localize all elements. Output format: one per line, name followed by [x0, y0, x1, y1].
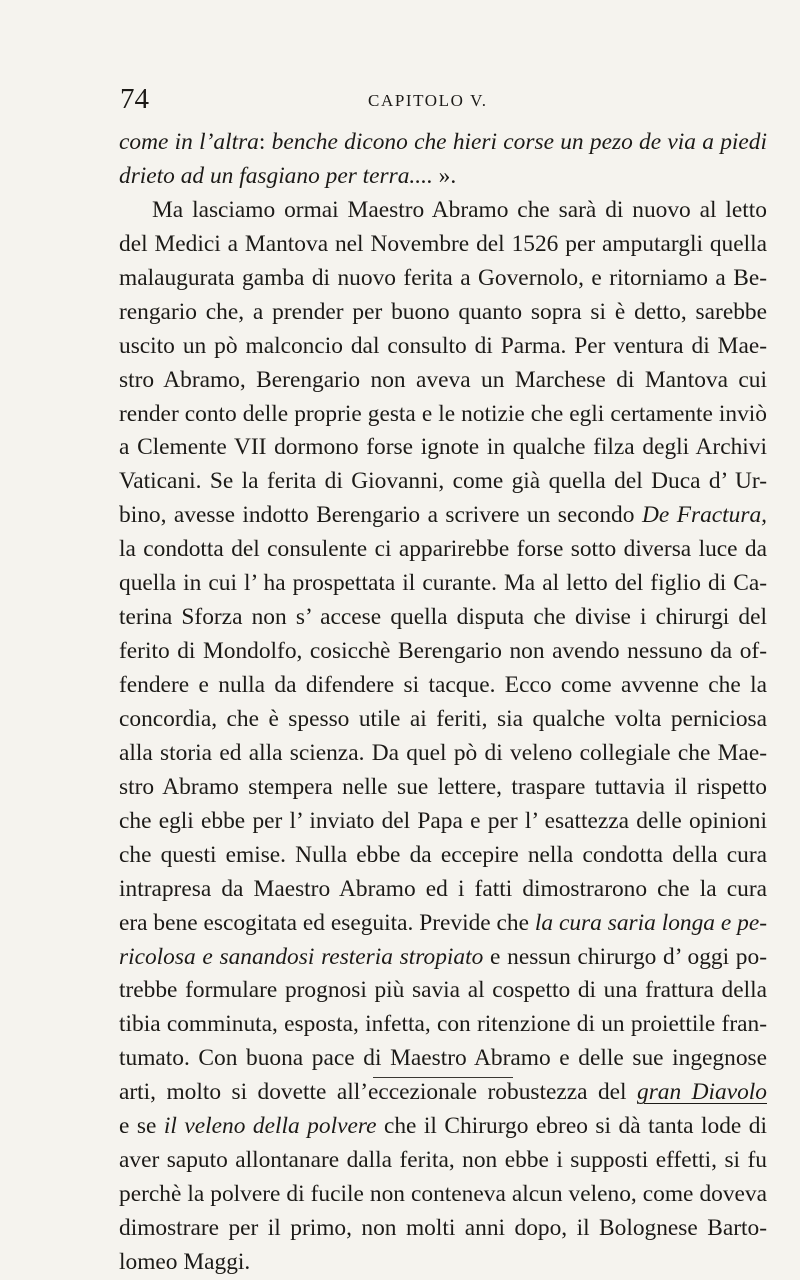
text-line [119, 364, 767, 398]
text-segment: che il Chirurgo ebreo si dà tanta lode di [376, 1113, 767, 1140]
text-segment: a Clemente VII dormono forse ignote in qualche filza degli Archivi [119, 434, 767, 461]
italic-text: ricolosa e sanandosi resteria stropiato [119, 943, 484, 970]
text-line [119, 1178, 767, 1212]
text-segment: intrapresa da Maestro Abramo ed i fatti dimostrarono che la cura [119, 875, 767, 902]
text-line [119, 839, 767, 873]
text-segment: e nessun chirurgo d’ oggi po- [483, 943, 767, 970]
text-line [119, 330, 767, 364]
page-header [120, 82, 766, 122]
text-line [119, 805, 767, 839]
text-segment: dimostrare per il primo, non molti anni dopo, il Bolognese Barto- [119, 1215, 767, 1241]
text-segment: che egli ebbe per l’ inviato del Papa e per l’ esattezza delle opinioni [119, 807, 767, 834]
text-segment: ». [432, 162, 457, 189]
italic-text: gran Diavolo [637, 1079, 767, 1106]
text-segment: tibia comminuta, esposta, infetta, con ritenzione di un proiettile fran- [119, 1011, 767, 1038]
text-segment: rengario che, a prender per buono quanto sopra si è detto, sarebbe [119, 298, 767, 325]
text-segment: stro Abramo stempera nelle sue lettere, traspare tuttavia il rispetto [119, 773, 767, 800]
page-number: 74 [120, 83, 149, 115]
text-segment: uscito un pò malconcio dal consulto di Parma. Per ventura di Mae- [119, 332, 767, 359]
text-line [119, 635, 767, 669]
text-line [119, 601, 767, 635]
text-segment: aver saputo allontanare dalla ferita, non ebbe i supposti effetti, si fu [119, 1147, 767, 1174]
text-line [119, 296, 767, 330]
text-line [119, 737, 767, 771]
text-segment: render conto delle proprie gesta e le notizie che egli certamente inviò [119, 400, 767, 427]
text-line [119, 1042, 767, 1076]
text-line [119, 1144, 767, 1178]
text-segment: la condotta del consulente ci apparirebbe forse sotto diversa luce da [119, 536, 767, 563]
italic-text: la cura saria longa e pe- [534, 909, 767, 936]
text-line [119, 1076, 767, 1110]
text-line [119, 533, 767, 567]
text-line [119, 194, 767, 228]
text-segment: lomeo Maggi. [119, 1248, 251, 1275]
text-line [119, 499, 767, 533]
text-segment: tumato. Con buona pace di Maestro Abramo e delle sue ingegnose [119, 1045, 767, 1072]
text-line [119, 907, 767, 941]
text-line [119, 669, 767, 703]
text-line [119, 431, 767, 465]
text-line [119, 160, 767, 194]
text-segment: terina Sforza non s’ accese quella disputa che divise i chirurgi del [119, 604, 767, 631]
text-segment: bino, avesse indotto Berengario a scrivere un secondo [119, 502, 642, 529]
text-segment: fendere e nulla da difendere si tacque. Ecco come avvenne che la [119, 672, 767, 698]
text-segment: ferito di Mondolfo, cosicchè Berengario non avendo nessuno da of- [119, 638, 767, 665]
text-line [119, 974, 767, 1008]
body-text [119, 126, 767, 1280]
text-line [119, 771, 767, 805]
text-line [119, 1110, 767, 1144]
text-line [119, 262, 767, 296]
text-segment: alla storia ed alla scienza. Da quel pò di veleno collegiale che Mae- [119, 739, 767, 766]
text-line [119, 703, 767, 737]
text-line [119, 1212, 767, 1246]
text-line [119, 873, 767, 907]
text-line [119, 465, 767, 499]
text-segment: concordia, che è spesso utile ai feriti, sia qualche volta perniciosa [119, 705, 767, 732]
text-line [119, 1008, 767, 1042]
text-segment: trebbe formulare prognosi più savia al cospetto di una frattura della [119, 977, 767, 1004]
text-line [119, 228, 767, 262]
text-segment: del Medici a Mantova nel Novembre del 1526 per amputargli quella [119, 230, 767, 257]
italic-text: benche dicono che hieri corse un pezo de via a piedi [271, 129, 767, 155]
text-segment: perchè la polvere di fucile non conteneva alcun veleno, come doveva [119, 1181, 767, 1208]
italic-text: come in l’altra [119, 129, 259, 155]
text-segment: Ma lasciamo ormai Maestro Abramo che sarà di nuovo al letto [152, 196, 767, 223]
text-line [119, 126, 767, 160]
text-segment: arti, molto si dovette all’eccezionale robustezza del [119, 1079, 637, 1106]
text-line [119, 1246, 767, 1280]
text-line [119, 941, 767, 975]
text-segment: : [258, 129, 272, 155]
text-segment: era bene escogitata ed eseguita. Previde che [119, 909, 535, 936]
text-line [119, 567, 767, 601]
running-head: CAPITOLO V. [368, 91, 488, 110]
text-segment: stro Abramo, Berengario non aveva un Marchese di Mantova cui [119, 366, 767, 393]
italic-text: il veleno della polvere [163, 1113, 377, 1140]
text-segment: Vaticani. Se la ferita di Giovanni, come già quella del Duca d’ Ur- [119, 468, 767, 495]
text-segment: che questi emise. Nulla ebbe da eccepire nella condotta della cura [119, 841, 767, 868]
italic-text: De Fractura, [641, 502, 767, 529]
italic-text: drieto ad un fasgiano per terra.... [119, 162, 433, 189]
text-line [119, 398, 767, 432]
text-segment: e se [119, 1113, 164, 1140]
text-segment: quella in cui l’ ha prospettata il curante. Ma al letto del figlio di Ca- [119, 570, 767, 597]
text-segment: malaugurata gamba di nuovo ferita a Governolo, e ritorniamo a Be- [119, 264, 767, 291]
end-rule [373, 1077, 513, 1078]
